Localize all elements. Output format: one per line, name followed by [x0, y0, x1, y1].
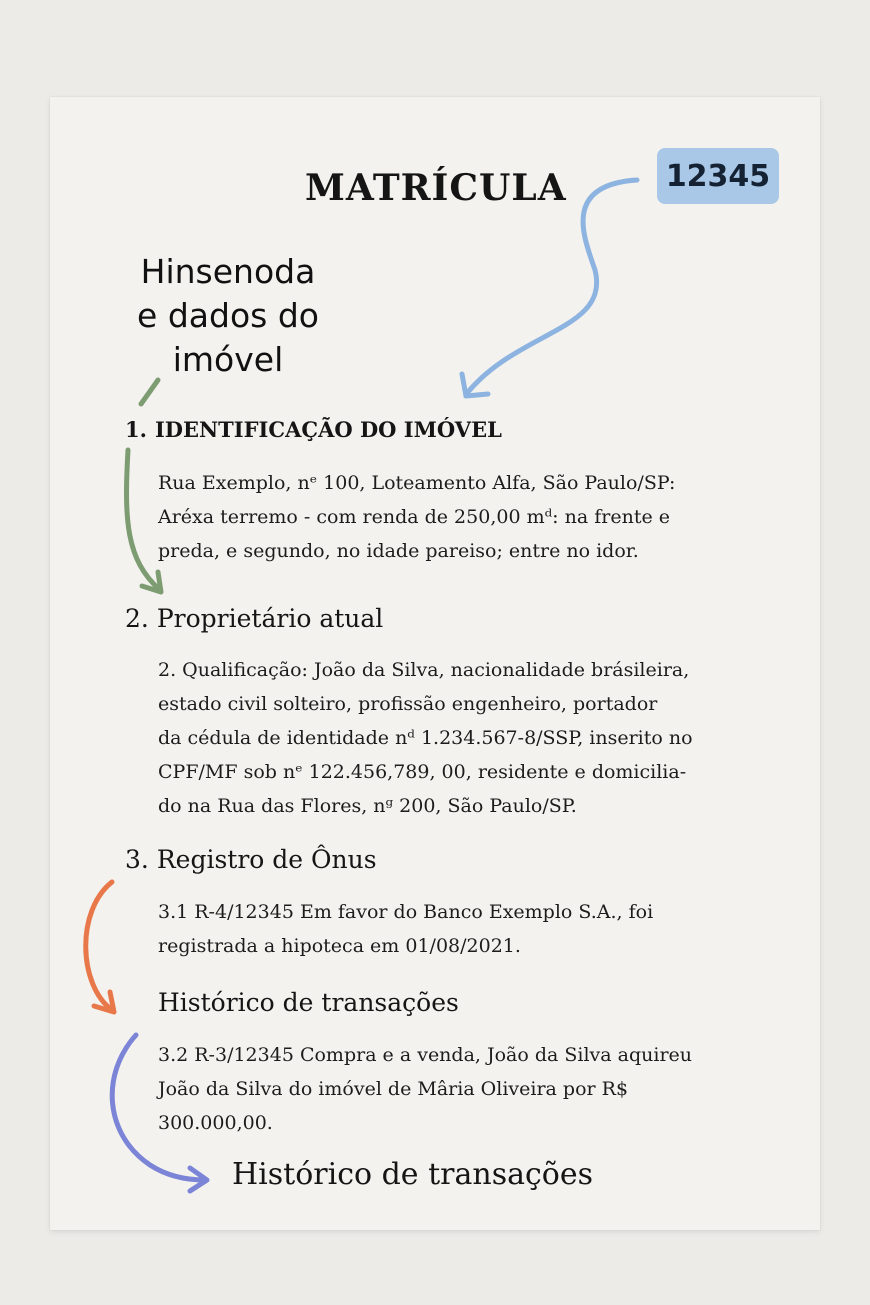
- body-line: 3.1 R-4/12345 Em favor do Banco Exemplo S.A., foi: [158, 901, 654, 923]
- registration-number-badge: 12345: [657, 148, 779, 204]
- note-line: Hinsenoda: [140, 252, 316, 291]
- section-number: 3.: [125, 845, 149, 874]
- body-line: do na Rua das Flores, nᵍ 200, São Paulo/SP.: [158, 795, 577, 817]
- note-line: imóvel: [172, 340, 284, 379]
- blue-arrow-icon: [468, 180, 637, 392]
- body-line: Rua Exemplo, nᵉ 100, Loteamento Alfa, São Paulo/SP:: [158, 472, 676, 494]
- section-number: 2.: [125, 604, 149, 633]
- body-line: 2. Qualificação: João da Silva, nacionalidade brásileira,: [158, 659, 690, 681]
- section-title: IDENTIFICAÇÃO DO IMÓVEL: [154, 417, 502, 442]
- document-title: MATRÍCULA: [305, 167, 567, 209]
- body-line: da cédula de identidade nᵈ 1.234.567-8/SSP, inserito no: [158, 727, 693, 749]
- purple-arrow-icon: [112, 1035, 205, 1180]
- body-line: registrada a hipoteca em 01/08/2021.: [158, 935, 521, 957]
- section-title: Proprietário atual: [156, 604, 384, 633]
- green-tick-icon: [141, 380, 158, 404]
- body-line: preda, e segundo, no idade pareiso; entre no idor.: [158, 540, 639, 562]
- section-number: 1.: [125, 417, 147, 442]
- green-arrow-icon: [127, 450, 160, 590]
- body-line: estado civil solteiro, profissão engenheiro, portador: [158, 693, 658, 715]
- footer-label: Histórico de transações: [232, 1157, 593, 1192]
- body-line: Aréxa terremo - com renda de 250,00 mᵈ: na frente e: [158, 506, 670, 528]
- body-line: 300.000,00.: [158, 1112, 273, 1134]
- body-line: João da Silva do imóvel de Mâria Oliveira por R$: [158, 1078, 629, 1100]
- note-line: e dados do: [137, 296, 319, 335]
- section-heading-transactions: Histórico de transações: [158, 988, 459, 1017]
- body-line: CPF/MF sob nᵉ 122.456,789, 00, residente e domicilia-: [158, 761, 687, 783]
- section-title: Registro de Ônus: [156, 845, 377, 874]
- body-line: 3.2 R-3/12345 Compra e a venda, João da Silva aquireu: [158, 1044, 693, 1066]
